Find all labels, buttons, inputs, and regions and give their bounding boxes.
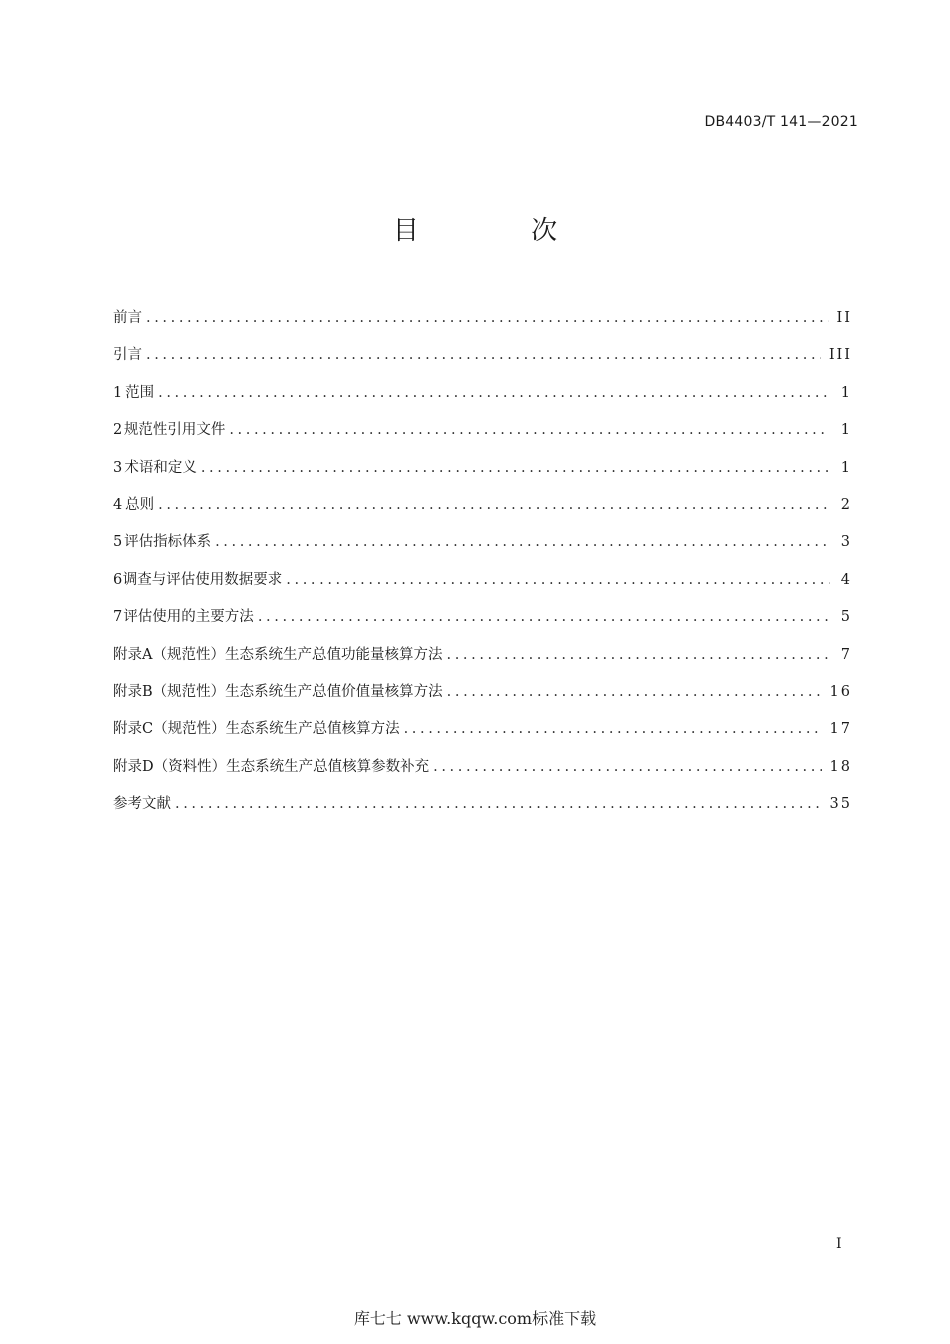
- page-number: I: [836, 1236, 842, 1252]
- toc-entry-label: 术语和定义: [124, 459, 197, 476]
- toc-leader-dots: [229, 422, 830, 438]
- toc-entry-page: 3: [840, 534, 852, 551]
- toc-entry-preface[interactable]: [113, 306, 852, 343]
- toc-entry-number: 7: [113, 609, 123, 626]
- toc-leader-dots: [146, 310, 829, 326]
- toc-entry-7[interactable]: [113, 605, 852, 642]
- toc-entry-page: 17: [829, 721, 852, 738]
- toc-leader-dots: [175, 796, 822, 812]
- toc-leader-dots: [446, 647, 830, 663]
- toc-entry-page: 4: [840, 571, 852, 588]
- toc-entry-6[interactable]: [113, 568, 852, 605]
- toc-entry-label: 参考文献: [113, 796, 171, 813]
- toc-entry-number: 5: [113, 534, 123, 551]
- toc-entry-number: 6: [113, 571, 123, 588]
- toc-entry-number: 4: [113, 496, 123, 513]
- toc-entry-label: 附录D（资料性）生态系统生产总值核算参数补充: [113, 758, 430, 775]
- toc-entry-label: 范围: [125, 384, 155, 401]
- toc-leader-dots: [286, 572, 830, 588]
- toc-leader-dots: [201, 460, 830, 476]
- toc-entry-page: 7: [840, 646, 852, 663]
- toc-entry-3[interactable]: [113, 456, 852, 493]
- toc-entry-appendix-a[interactable]: [113, 643, 852, 680]
- toc-entry-introduction[interactable]: [113, 343, 852, 380]
- toc-entry-2[interactable]: [113, 418, 852, 455]
- toc-leader-dots: [158, 385, 830, 401]
- toc-entry-label: 规范性引用文件: [123, 422, 226, 439]
- toc-entry-page: 1: [840, 422, 852, 439]
- toc-entry-appendix-c[interactable]: [113, 717, 852, 754]
- toc-entry-page: 35: [829, 796, 852, 813]
- toc-entry-label: 附录C（规范性）生态系统生产总值核算方法: [113, 721, 400, 738]
- toc-entry-page: III: [828, 347, 852, 364]
- toc-entry-number: 1: [113, 384, 123, 401]
- toc-entry-label: 引言: [113, 347, 142, 364]
- toc-entry-4[interactable]: [113, 493, 852, 530]
- page-title: 目 次: [392, 216, 610, 246]
- footer-watermark: 库七七 www.kqqw.com标准下载: [353, 1309, 597, 1328]
- toc-leader-dots: [447, 684, 822, 700]
- toc-entry-page: 5: [840, 609, 852, 626]
- toc-entry-label: 调查与评估使用数据要求: [122, 571, 283, 588]
- toc-entry-page: 16: [829, 683, 852, 700]
- toc-entry-number: 3: [113, 459, 123, 476]
- toc-leader-dots: [158, 497, 830, 513]
- toc-entry-references[interactable]: [113, 792, 852, 829]
- toc-entry-page: II: [836, 310, 852, 326]
- toc-leader-dots: [258, 609, 830, 625]
- toc-entry-appendix-d[interactable]: [113, 755, 852, 792]
- toc-entry-label: 评估指标体系: [124, 534, 212, 551]
- toc-entry-5[interactable]: [113, 530, 852, 567]
- toc-entry-page: 1: [840, 459, 852, 476]
- toc-entry-page: 1: [840, 384, 852, 401]
- toc-entry-label: 前言: [113, 310, 142, 326]
- toc-entry-page: 18: [829, 758, 852, 775]
- toc-entry-1[interactable]: [113, 381, 852, 418]
- toc-entry-appendix-b[interactable]: [113, 680, 852, 717]
- table-of-contents: [113, 306, 852, 829]
- toc-leader-dots: [433, 759, 821, 775]
- toc-entry-label: 评估使用的主要方法: [123, 609, 254, 626]
- toc-leader-dots: [146, 347, 821, 363]
- toc-entry-label: 总则: [125, 496, 155, 513]
- toc-leader-dots: [215, 534, 830, 550]
- toc-entry-page: 2: [840, 496, 852, 513]
- toc-leader-dots: [404, 721, 822, 737]
- toc-entry-label: 附录A（规范性）生态系统生产总值功能量核算方法: [113, 646, 443, 663]
- toc-entry-label: 附录B（规范性）生态系统生产总值价值量核算方法: [113, 683, 443, 700]
- document-code: DB4403/T 141—2021: [704, 114, 858, 130]
- toc-entry-number: 2: [113, 422, 123, 439]
